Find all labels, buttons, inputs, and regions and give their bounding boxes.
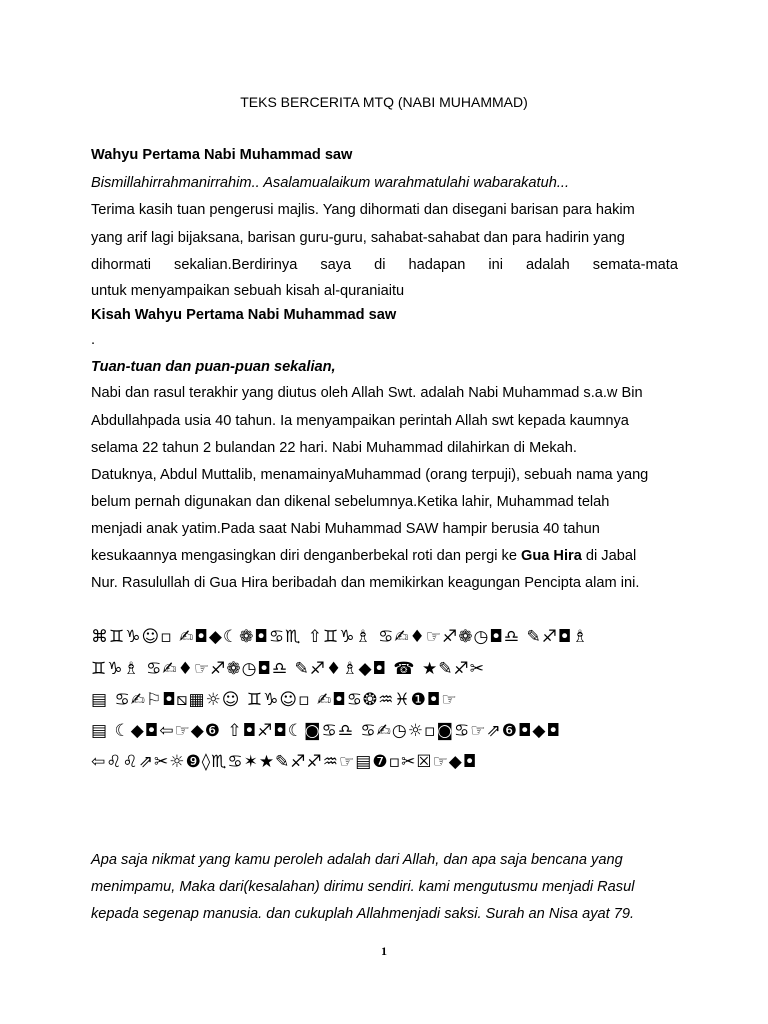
heading-kisah-wahyu: Kisah Wahyu Pertama Nabi Muhammad saw [91,307,397,323]
word: hadapan [408,257,466,273]
word: di [374,257,386,273]
para2-line-7 [91,548,678,564]
text-suffix: di Jabal [581,548,637,564]
gua-hira-bold: Gua Hira [521,548,582,564]
dot-line: . [91,332,96,348]
para2-line-3: selama 22 tahun 2 bulandan 22 hari. Nabi Muhammad dilahirkan di Mekah. [91,440,577,456]
para1-line-2: yang arif lagi bijaksana, barisan guru-guru, sahabat-sahabat dan para hadirin yang [91,230,625,246]
quote-line-1: Apa saja nikmat yang kamu peroleh adalah dari Allah, dan apa saja bencana yang [91,852,623,868]
symbol-line-1: ⌘♊♑☺▫ ✍◘◆☾❁◘♋♏ ⇧♊♑♗ ♋✍♦☞♐❁◷◘♎ ✎♐◘♗ [91,627,589,647]
page-number: 1 [381,944,387,958]
heading-wahyu-pertama: Wahyu Pertama Nabi Muhammad saw [91,147,353,163]
word: saya [320,257,352,273]
word: semata-mata [592,257,678,273]
symbol-line-5: ⇦♌♌⇗✂☼❾◊♏♋✶★✎♐♐♒☞▤❼▫✂☒☞◆◘ [91,752,478,772]
symbol-line-3: ▤ ♋✍⚐◘⧅▦☼☺ ♊♑☺▫ ✍◘♋❂♒♓❶◘☞ [91,690,458,710]
text-prefix: kesukaannya mengasingkan diri denganberbekal roti dan pergi ke [91,548,521,564]
quote-line-2: menimpamu, Maka dari(kesalahan) dirimu sendiri. kami mengutusmu menjadi Rasul [91,879,635,895]
para2-line-8: Nur. Rasulullah di Gua Hira beribadah dan memikirkan keagungan Pencipta alam ini. [91,575,640,591]
address-line: Tuan-tuan dan puan-puan sekalian, [91,359,336,375]
symbol-line-4: ▤ ☾◆◘⇦☞◆❻ ⇧◘♐◘☾◙♋♎ ♋✍◷☼▫◙♋☞⇗❻◘◆◘ [91,721,561,741]
quote-line-3: kepada segenap manusia. dan cukuplah Allahmenjadi saksi. Surah an Nisa ayat 79. [91,906,635,922]
greeting-line: Bismillahirrahmanirrahim.. Asalamualaikum warahmatulahi wabarakatuh... [91,175,570,191]
word: ini [488,257,503,273]
para2-line-6: menjadi anak yatim.Pada saat Nabi Muhammad SAW hampir berusia 40 tahun [91,521,600,537]
word: dihormati [91,257,152,273]
para1-line-3 [91,257,678,273]
word: adalah [525,257,570,273]
document-title: TEKS BERCERITA MTQ (NABI MUHAMMAD) [240,94,528,110]
para2-line-1: Nabi dan rasul terakhir yang diutus oleh Allah Swt. adalah Nabi Muhammad s.a.w Bin [91,385,643,401]
para1-line-4: untuk menyampaikan sebuah kisah al-quraniaitu [91,283,405,299]
para1-line-1: Terima kasih tuan pengerusi majlis. Yang dihormati dan disegani barisan para hakim [91,202,635,218]
symbol-line-2: ♊♑♗ ♋✍♦☞♐❁◷◘♎ ✎♐♦♗◆◘ ☎ ★✎♐✂ [91,659,485,679]
para2-line-5: belum pernah digunakan dan dikenal sebelumnya.Ketika lahir, Muhammad telah [91,494,610,510]
para2-line-2: Abdullahpada usia 40 tahun. Ia menyampaikan perintah Allah swt kepada kaumnya [91,413,629,429]
word: sekalian.Berdirinya [174,257,298,273]
para2-line-4: Datuknya, Abdul Muttalib, menamainyaMuhammad (orang terpuji), sebuah nama yang [91,467,649,483]
